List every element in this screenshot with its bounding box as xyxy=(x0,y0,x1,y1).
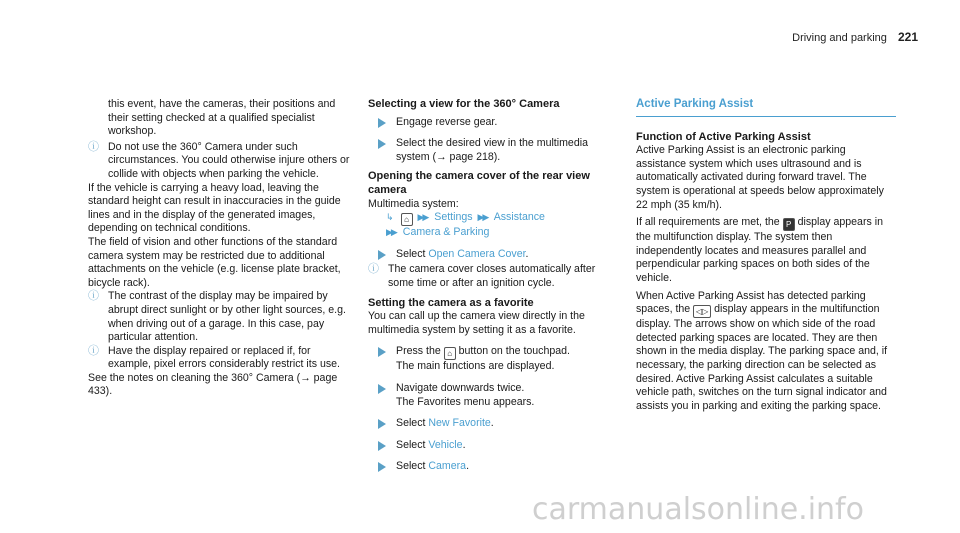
open-camera-cover-link[interactable]: Open Camera Cover xyxy=(428,247,526,260)
home-icon: ⌂ xyxy=(444,347,456,360)
step-arrow-icon xyxy=(378,384,386,394)
heading: Function of Active Parking Assist xyxy=(636,130,811,143)
step-text: . xyxy=(462,438,466,451)
note-text: Have the display repaired or replaced if, for example, pixel errors considerably restrict its use. xyxy=(108,344,340,371)
watermark: carmanualsonline.info xyxy=(532,492,864,527)
step-text: . xyxy=(490,417,494,430)
paragraph: Active Parking Assist is an electronic parking assistance system which uses ultrasound and is automatically activated during forward travel. The system is operational at speeds below approximately 22 mph (35 km/h). xyxy=(636,144,884,211)
parking-space-detected-icon: ◁▷ xyxy=(693,305,711,318)
heading: Setting the camera as a favorite xyxy=(368,296,534,309)
paragraph: Multimedia system: xyxy=(368,197,459,210)
heading: Opening the camera cover of the rear view camera xyxy=(368,170,590,196)
note xyxy=(88,141,353,182)
step xyxy=(368,382,614,409)
step-text: The main functions are displayed. xyxy=(396,360,555,373)
paragraph-text: When Active Parking Assist has detected parking spaces, the xyxy=(636,289,866,316)
info-icon: ⓘ xyxy=(88,344,99,357)
paragraph: See the notes on cleaning the 360° Camera (→ page 433). xyxy=(88,371,338,398)
hook-arrow-icon: ↳ xyxy=(386,212,394,223)
step-text: . xyxy=(466,460,470,473)
step-text: Engage reverse gear. xyxy=(396,115,498,128)
vehicle-link[interactable]: Vehicle xyxy=(428,438,463,451)
double-chevron-icon: ▶▶ xyxy=(417,212,428,223)
paragraph-text: If all requirements are met, the xyxy=(636,216,783,229)
double-chevron-icon: ▶▶ xyxy=(477,212,488,223)
step xyxy=(368,137,614,164)
step-arrow-icon xyxy=(378,139,386,149)
info-icon: ⓘ xyxy=(88,140,99,153)
double-chevron-icon: ▶▶ xyxy=(386,227,396,238)
paragraph-text: display appears in the multifunction display. The arrows show on which side of the road detected parking spaces are located. They are then shown in the media display. The parking space and, if necessary, the parking direction can be selected as desired. Active Parking Assist calculates a suitable vehicle path, switches on the turn signal indicator and assists you in parking and exiting the parking space. xyxy=(636,303,888,412)
camera-link[interactable]: Camera xyxy=(428,460,467,473)
column-1 xyxy=(88,98,353,399)
step-text: Select xyxy=(396,247,429,260)
step-text: The Favorites menu appears. xyxy=(396,395,535,408)
paragraph-text: display appears in the multifunction display. The system then independently locates and measures parallel and perpendicular parking spaces on both sides of the vehicle. xyxy=(636,216,883,284)
column-2 xyxy=(368,98,614,474)
step xyxy=(368,460,614,474)
step-text: Press the xyxy=(396,345,444,358)
step-arrow-icon xyxy=(378,462,386,472)
home-icon: ⌂ xyxy=(401,213,413,226)
section-title: Active Parking Assist xyxy=(636,98,896,117)
parking-icon: P xyxy=(783,218,795,231)
info-icon: ⓘ xyxy=(88,290,99,303)
note-text: Do not use the 360° Camera under such circumstances. You could otherwise injure others or collide with objects when parking the vehicle. xyxy=(108,140,350,180)
step xyxy=(368,248,614,262)
note xyxy=(88,345,353,372)
path-assistance[interactable]: Assistance xyxy=(493,211,545,224)
heading: Selecting a view for the 360° Camera xyxy=(368,98,560,110)
note xyxy=(88,290,353,344)
step-arrow-icon xyxy=(378,250,386,260)
step xyxy=(368,345,614,374)
menu-path xyxy=(368,211,614,240)
section-name: Driving and parking xyxy=(792,32,887,44)
step-text: button on the touchpad. xyxy=(455,345,570,358)
paragraph: The field of vision and other functions of the standard camera system may be restricted due to additional attachments on the vehicle (e.g. license plate bracket, bicycle rack). xyxy=(88,235,341,289)
step-arrow-icon xyxy=(378,441,386,451)
paragraph: You can call up the camera view directly in the multimedia system by setting it as a favorite. xyxy=(368,310,585,336)
path-camera-parking[interactable]: Camera & Parking xyxy=(402,226,490,239)
step-text: Navigate downwards twice. xyxy=(396,381,525,394)
paragraph: this event, have the cameras, their positions and their setting checked at a qualified specialist workshop. xyxy=(108,98,336,138)
path-settings[interactable]: Settings xyxy=(434,211,473,224)
step xyxy=(368,116,614,130)
step xyxy=(368,439,614,453)
paragraph xyxy=(636,216,896,285)
page-header xyxy=(792,30,918,44)
note-text: The contrast of the display may be impaired by abrupt direct sunlight or by other light sources, e.g. when driving out of a garage. In this case, pay particular attention. xyxy=(108,290,346,344)
note xyxy=(368,263,614,290)
step-arrow-icon xyxy=(378,118,386,128)
paragraph xyxy=(636,290,896,414)
step-text: Select the desired view in the multimedia system (→ page 218). xyxy=(396,137,588,163)
step-text: . xyxy=(525,247,529,260)
step-text: Select xyxy=(396,417,429,430)
step-text: Select xyxy=(396,460,429,473)
info-icon: ⓘ xyxy=(368,263,379,276)
step-arrow-icon xyxy=(378,347,386,357)
paragraph: If the vehicle is carrying a heavy load, leaving the standard height can result in inaccuracies in the guide lines and in the display of the generated images, depending on technical conditions. xyxy=(88,181,341,235)
step xyxy=(368,417,614,431)
column-3 xyxy=(636,98,896,413)
note-text: The camera cover closes automatically after some time or after an ignition cycle. xyxy=(388,263,596,289)
page-number: 221 xyxy=(897,30,918,44)
new-favorite-link[interactable]: New Favorite xyxy=(428,417,491,430)
step-arrow-icon xyxy=(378,419,386,429)
step-text: Select xyxy=(396,438,429,451)
